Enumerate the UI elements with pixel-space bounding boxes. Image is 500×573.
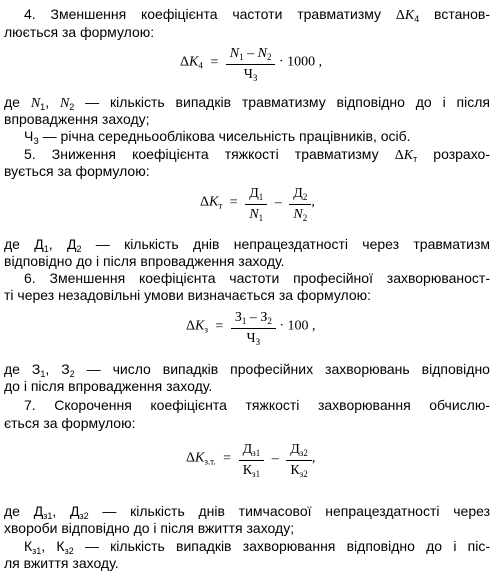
definition-5-line-1: де $Д_1$, $Д_2$ — кількість днів непрацездатності через травматизм	[4, 236, 491, 254]
formula-delta-kt: $\Delta K_т$ = $\frac{Д_1}{N_1}$ – $\frac{Д_2}{N_2}$ ,	[200, 186, 315, 223]
fraction-n1-minus-n2-over-ch: $\frac{N_1 - N_2}{Ч_З}$	[226, 46, 276, 83]
paragraph-6-line-1: 6. Зменшення коефіцієнта частоти професійної захворюваност-	[24, 270, 490, 286]
definition-6-line-2: до і після впровадження заходу.	[4, 378, 213, 394]
paragraph-4-line-2: люється за формулою:	[4, 24, 155, 40]
definition-4-line-1: де $N_1$, $N_2$ — кількість випадків травматизму відповідно до і після	[4, 94, 490, 112]
formula-delta-kz: $\Delta K_з$ = $\frac{З_1 - З_2}{Ч_З}$ · 100 ,	[186, 310, 316, 347]
definition-4-line-2: впровадження заходу;	[4, 111, 150, 127]
definition-7-line-1: де $Д_{з1}$, $Д_{з2}$ — кількість днів тимчасової непрацездатності через	[4, 503, 490, 521]
fraction-d2-over-n2: $\frac{Д_2}{N_2}$	[289, 186, 311, 223]
definition-7-line-3: $К_{з1}$, $К_{з2}$ — кількість випадків захворювання відповідно до і піс-	[24, 538, 491, 556]
definition-7-line-2: хвороби відповідно до і після вжиття заходу;	[4, 520, 295, 536]
fraction-dz2-over-kz2: $\frac{Д_{з2}}{К_{з2}}$	[286, 442, 312, 479]
paragraph-7-line-1: 7. Скорочення коефіцієнта тяжкості захворювання обчислю-	[24, 397, 490, 413]
definition-7-line-4: ля вжиття заходу.	[4, 555, 119, 571]
definition-4-line-3: $Ч_З$ — річна середньооблікова чисельність працівників, осіб.	[24, 128, 411, 146]
formula-delta-kzt: $\Delta K_{з.т.}$ = $\frac{Д_{з1}}{К_{з1}}$ – $\frac{Д_{з2}}{К_{з2}}$ ,	[186, 442, 316, 479]
fraction-dz1-over-kz1: $\frac{Д_{з1}}{К_{з1}}$	[239, 442, 265, 479]
paragraph-6-line-2: ті через незадовільні умови визначається за формулою:	[4, 287, 372, 303]
paragraph-5-line-2: вується за формулою:	[4, 163, 150, 179]
paragraph-7-line-2: ється за формулою:	[4, 415, 136, 431]
paragraph-5-line-1: 5. Зниження коефіцієнта тяжкості травматизму $\Delta K_т$ розрахо-	[24, 146, 490, 164]
definition-5-line-2: відповідно до і після впровадження заходу.	[4, 253, 285, 269]
fraction-z1-minus-z2-over-ch: $\frac{З_1 - З_2}{Ч_З}$	[231, 310, 276, 347]
definition-6-line-1: де $З_1$, $З_2$ — число випадків професійних захворювань відповідно	[4, 361, 490, 379]
formula-delta-k4: $\Delta K_4$ = $\frac{N_1 - N_2}{Ч_З}$ · 1000 ,	[180, 46, 323, 83]
fraction-d1-over-n1: $\frac{Д_1}{N_1}$	[245, 186, 267, 223]
paragraph-4-line-1: 4. Зменшення коефіцієнта частоти травматизму $\Delta K_4$ встанов-	[24, 6, 490, 24]
